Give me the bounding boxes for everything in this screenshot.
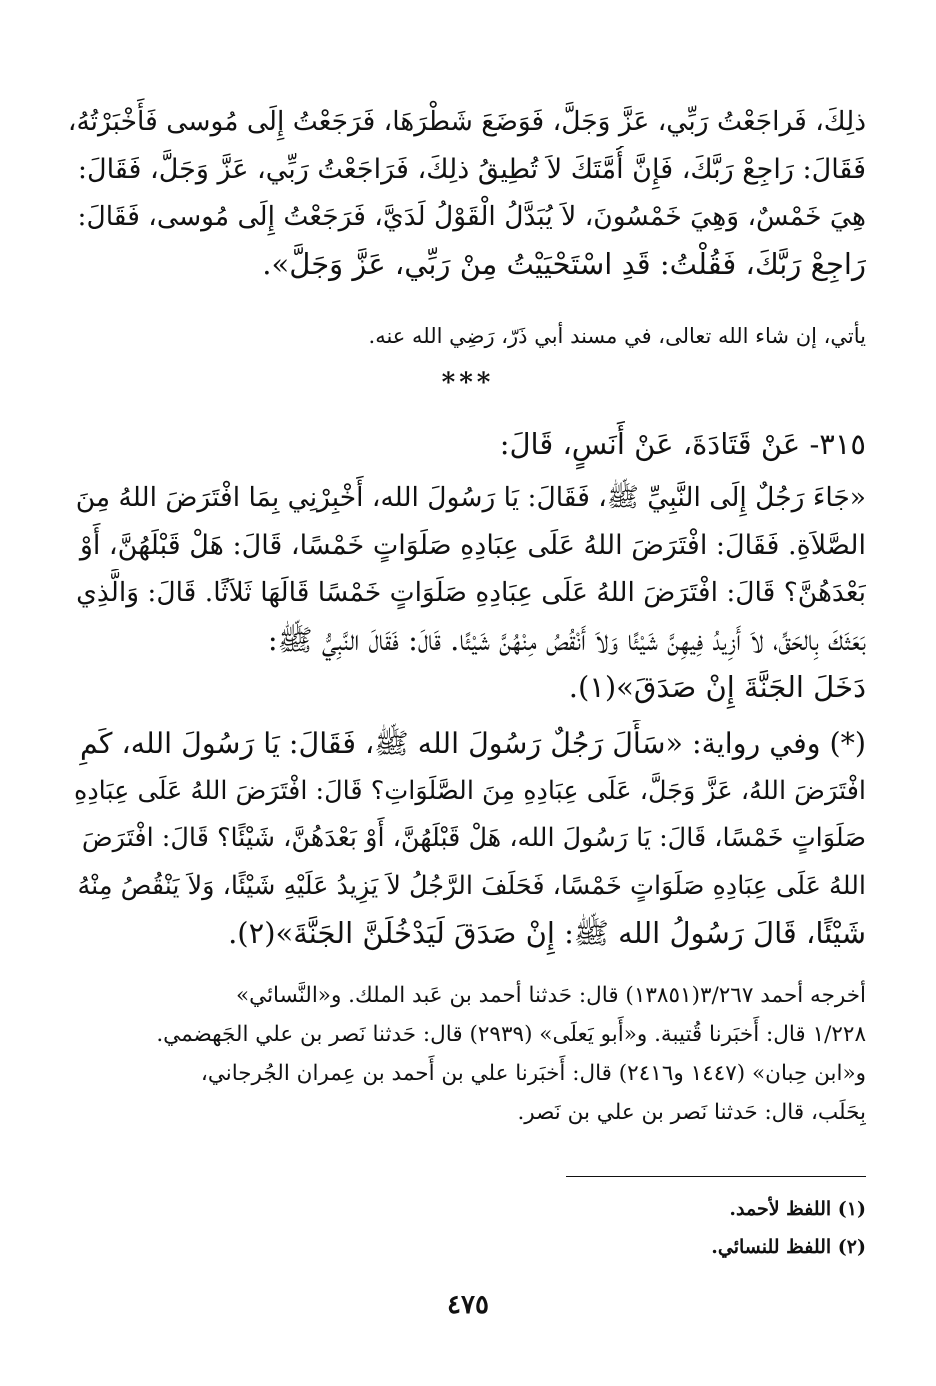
text-line: اللهُ عَلَى عِبَادِهِ صَلَوَاتٍ خَمْسًا، فَحَلَفَ الرَّجُلُ لاَ يَزِيدُ عَلَيْهِ شَيْئًا، وَلاَ يَنْقُصُ مِنْهُ — [77, 870, 866, 901]
passage-top — [68, 98, 866, 288]
text-line: بَعَثَكَ بِالحَقِّ، لاَ أَزِيدُ فِيهِنَّ شَيْئًا وَلاَ أَنْقُصُ مِنْهُنَّ شَيْئًا. قَالَ: فَقَالَ النَّبِيُّ ﷺ: — [267, 622, 866, 657]
text-line: بِحَلَب، قال: حَدثنا نَصر بن علي بن نَصر. — [517, 1100, 866, 1125]
page-number: ٤٧٥ — [447, 1290, 489, 1320]
hadith-main-text — [68, 474, 866, 712]
section-separator: *** — [441, 368, 495, 398]
text-line: فَقَالَ: رَاجِعْ رَبَّكَ، فَإِنَّ أُمَّتَكَ لاَ تُطِيقُ ذلِكَ، فَرَاجَعْتُ رَبِّي، عَزَّ وَجَلَّ، فَقَالَ: — [77, 153, 866, 185]
text-line: رَاجِعْ رَبَّكَ، فَقُلْتُ: قَدِ اسْتَحْيَيْتُ مِنْ رَبِّي، عَزَّ وَجَلَّ». — [262, 246, 866, 281]
text-line: ١/٢٢٨ قال: أَخبَرنا قُتيبة. و«أَبو يَعلَى» (٢٩٣٩) قال: حَدثنا نَصر بن علي الجَهضمي. — [156, 1022, 866, 1047]
text-line: (*) وفي رواية: «سَأَلَ رَجُلٌ رَسُولَ الله ﷺ، فَقَالَ: يَا رَسُولَ الله، كَمِ — [79, 727, 866, 760]
takhrij-paragraph — [68, 976, 866, 1132]
text-line: صَلَوَاتٍ خَمْسًا، قَالَ: يَا رَسُولَ الله، هَلْ قَبْلَهُنَّ، أَوْ بَعْدَهُنَّ، شَيْئًا؟ قَالَ: افْتَرَضَ — [81, 823, 866, 853]
text-line: هِيَ خَمْسٌ، وَهِيَ خَمْسُونَ، لاَ يُبَدَّلُ الْقَوْلُ لَدَيَّ، فَرَجَعْتُ إِلَى مُوسى، فَقَالَ: — [77, 201, 866, 232]
footnote-2: (٢) اللفظ للنسائي. — [711, 1236, 866, 1258]
hadith-variant-text — [68, 720, 866, 958]
text-line: «جَاءَ رَجُلٌ إِلَى النَّبِيِّ ﷺ، فَقَالَ: يَا رَسُولَ الله، أَخْبِرْنِي بِمَا افْتَرَضَ اللهُ مِنَ — [75, 482, 866, 513]
hadith-heading: ٣١٥- عَنْ قَتَادَةَ، عَنْ أَنَسٍ، قَالَ: — [499, 427, 866, 461]
text-line: شَيْئًا، قَالَ رَسُولُ الله ﷺ: إِنْ صَدَقَ لَيَدْخُلَنَّ الجَنَّةَ»(٢). — [228, 916, 866, 950]
text-line: دَخَلَ الجَنَّةَ إِنْ صَدَقَ»(١). — [568, 670, 866, 704]
text-line: الصَّلاَةِ. فَقَالَ: افْتَرَضَ اللهُ عَلَى عِبَادِهِ صَلَوَاتٍ خَمْسًا، قَالَ: هَلْ قَبْلَهُنَّ، أَوْ — [79, 529, 866, 561]
footnote-divider — [566, 1176, 866, 1177]
text-line: أخرجه أحمد ٣/٢٦٧(١٣٨٥١) قال: حَدثنا أحمد بن عَبد الملك. و«النَّسائي» — [236, 983, 866, 1008]
text-line: ذلِكَ، فَراجَعْتُ رَبِّي، عَزَّ وَجَلَّ، فَوَضَعَ شَطْرَهَا، فَرَجَعْتُ إِلَى مُوسى فَأَخْبَرْتُهُ، — [68, 106, 866, 137]
cross-reference-note: يأتي، إن شاء الله تعالى، في مسند أبي ذَرّ، رَضِي الله عنه. — [368, 324, 866, 348]
footnote-1: (١) اللفظ لأحمد. — [729, 1198, 866, 1220]
text-line: بَعْدَهُنَّ؟ قَالَ: افْتَرَضَ اللهُ عَلَى عِبَادِهِ صَلَوَاتٍ خَمْسًا قَالَهَا ثَلاَثًا. قَالَ: وَالَّذِي — [76, 577, 866, 608]
text-line: افْتَرَضَ اللهُ، عَزَّ وَجَلَّ، عَلَى عِبَادِهِ مِنَ الصَّلَوَاتِ؟ قَالَ: افْتَرَضَ اللهُ عَلَى عِبَادِهِ — [73, 775, 866, 806]
text-line: و«ابن حِبان» (١٤٤٧ و٢٤١٦) قال: أَخبَرنا علي بن أَحمد بن عِمران الجُرجاني، — [200, 1061, 866, 1086]
